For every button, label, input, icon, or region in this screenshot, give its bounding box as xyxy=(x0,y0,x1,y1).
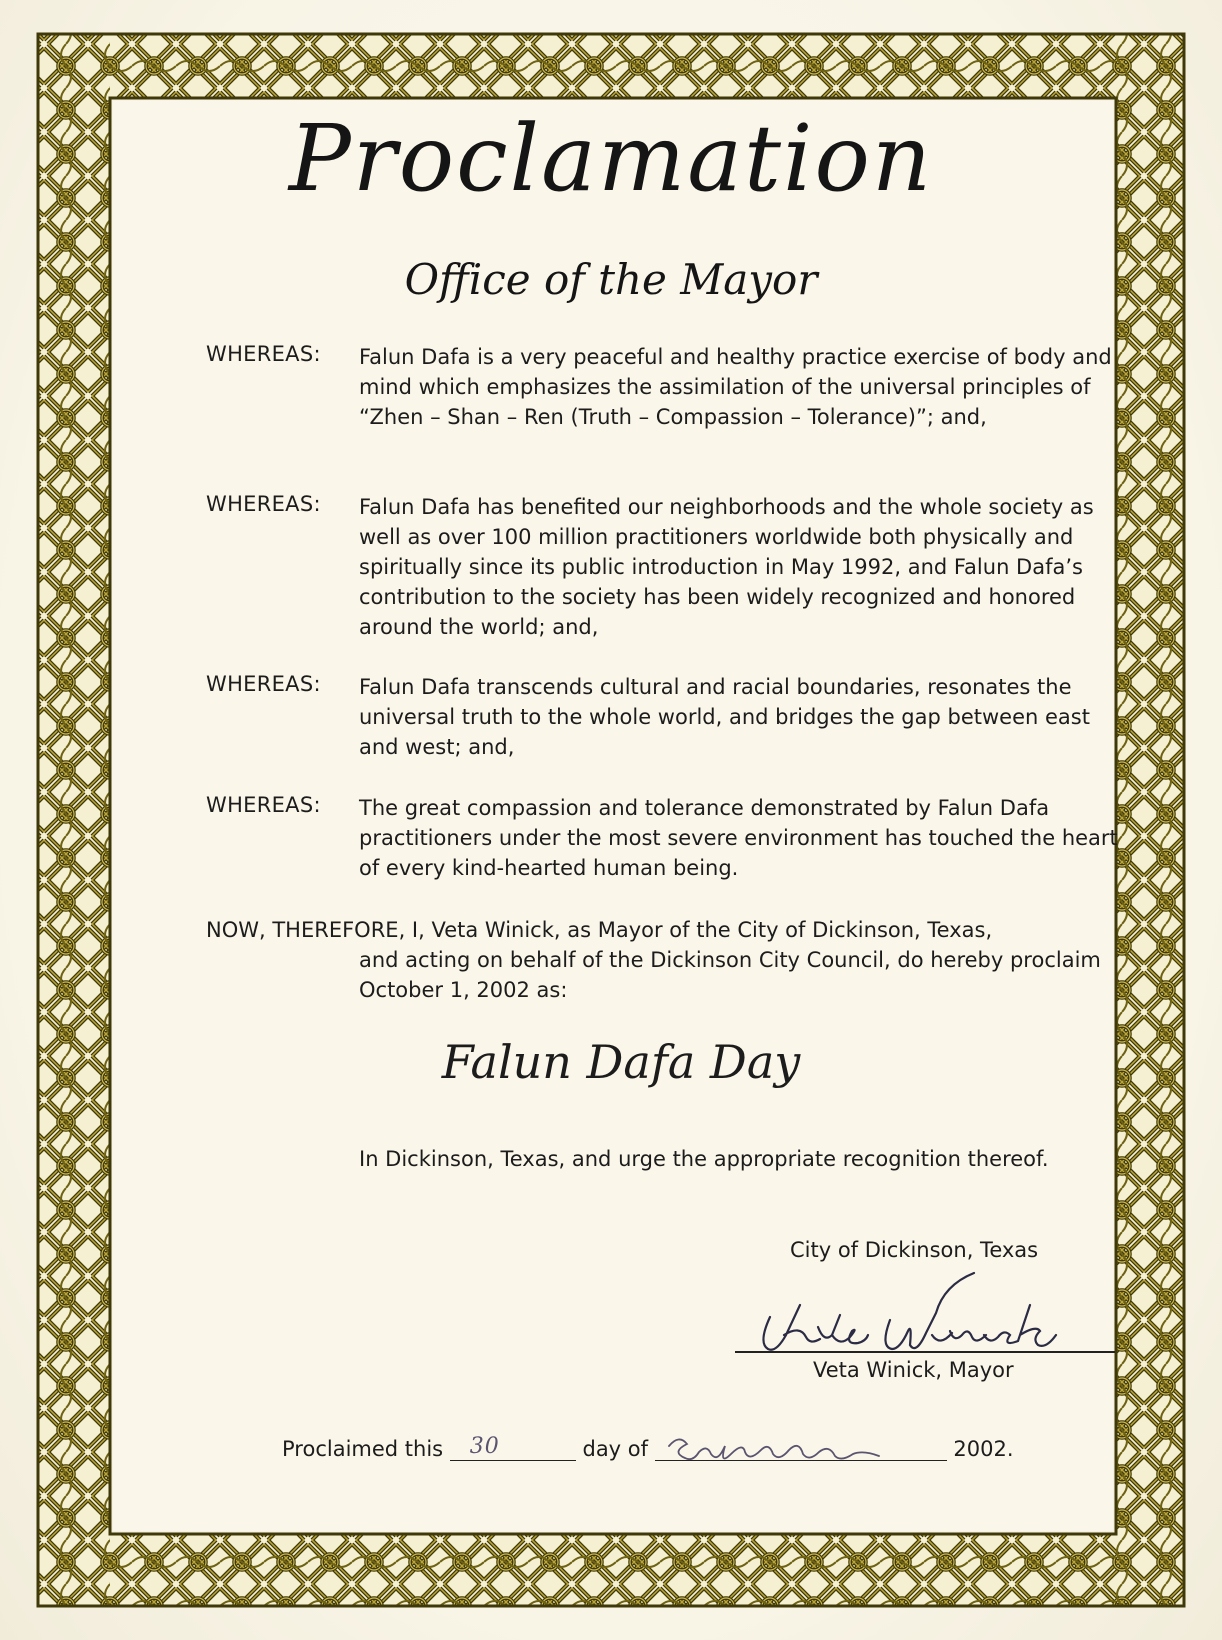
now-therefore-first-line: NOW, THEREFORE, I, Veta Winick, as Mayor of the City of Dickinson, Texas, xyxy=(206,918,993,942)
urge-text: In Dickinson, Texas, and urge the appropriate recognition thereof. xyxy=(359,1147,1049,1171)
proclaimed-label: Proclaimed this xyxy=(282,1437,444,1461)
now-therefore-clause xyxy=(206,915,1106,1005)
now-therefore-rest: and acting on behalf of the Dickinson City Council, do hereby proclaim October 1, 2002 as: xyxy=(359,948,1101,1002)
whereas-label: WHEREAS: xyxy=(206,672,321,696)
day-blank xyxy=(450,1434,576,1461)
clause-text: Falun Dafa has benefited our neighborhoods and the whole society as well as over 100 million practitioners worldwide both physically and spiritually since its public introduction in May 1992, and Falun Dafa’s contribution to the society has been widely recognized and honored around the world; and, xyxy=(359,495,1094,639)
signature-line xyxy=(735,1351,1115,1353)
clause-text: Falun Dafa is a very peaceful and healthy practice exercise of body and mind which emphasizes the assimilation of the universal principles of “Zhen – Shan – Ren (Truth – Compassion – Tolerance)”; and, xyxy=(359,345,1112,429)
month-blank xyxy=(655,1438,947,1461)
city-line: City of Dickinson, Texas xyxy=(790,1238,1039,1262)
document-subtitle: Office of the Mayor xyxy=(404,255,818,304)
clause-text: Falun Dafa transcends cultural and racial boundaries, resonates the universal truth to the whole world, and bridges the gap between east and west; and, xyxy=(359,675,1090,759)
whereas-label: WHEREAS: xyxy=(206,793,321,817)
day-of-label: day of xyxy=(582,1437,649,1461)
year-text: 2002. xyxy=(953,1437,1014,1461)
proclaimed-date-line xyxy=(282,1434,1014,1461)
proclaimed-day-name: Falun Dafa Day xyxy=(441,1035,801,1089)
signer-name: Veta Winick, Mayor xyxy=(813,1358,1014,1382)
document-title: Proclamation xyxy=(288,105,934,212)
handwritten-month xyxy=(663,1432,893,1468)
mayor-signature xyxy=(740,1265,1100,1360)
whereas-label: WHEREAS: xyxy=(206,492,321,516)
whereas-label: WHEREAS: xyxy=(206,342,321,366)
clause-text: The great compassion and tolerance demonstrated by Falun Dafa practitioners under the most severe environment has touched the heart of every kind-hearted human being. xyxy=(359,796,1118,880)
handwritten-day: 30 xyxy=(469,1434,500,1459)
